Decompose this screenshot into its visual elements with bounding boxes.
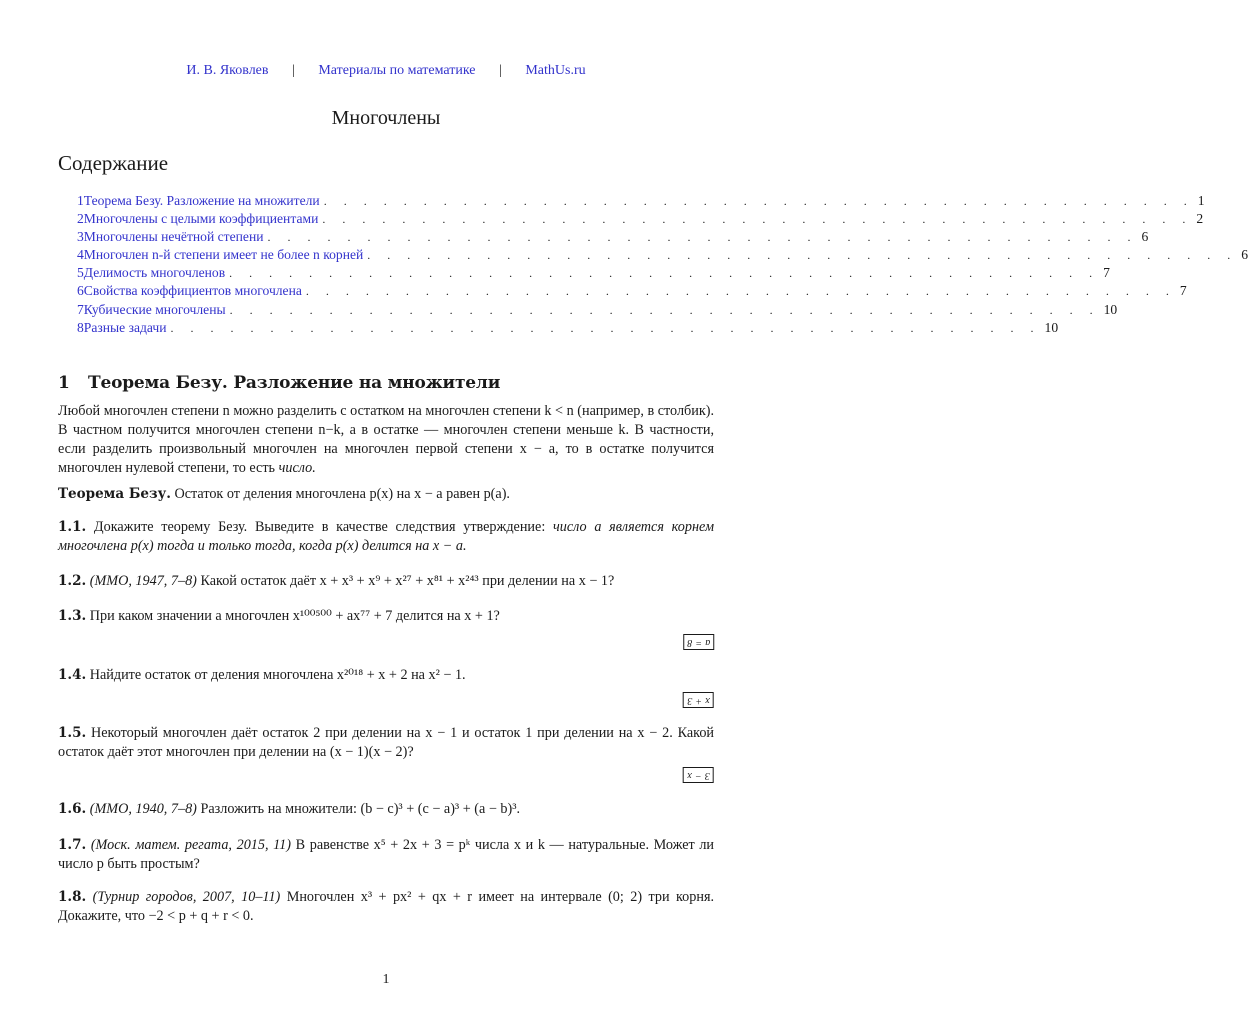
problem-text: Какой остаток даёт x + x³ + x⁹ + x²⁷ + x⁸¹ + x²⁴³ при делении на x − 1?: [200, 573, 615, 589]
toc-leader-dots: . . . . . . . . . . . . . . . . . . . . . . . . . . . . . . . . . . . . . . . . . . . .: [229, 302, 1100, 317]
problem-source: (Моск. матем. регата, 2015, 11): [90, 837, 292, 853]
toc-leader-dots: . . . . . . . . . . . . . . . . . . . . . . . . . . . . . . . . . . . . . . . . . . . .: [323, 194, 1194, 208]
problem-id: 1.8.: [58, 889, 87, 905]
answer-box: a = 8: [683, 634, 714, 650]
toc-leader-dots: . . . . . . . . . . . . . . . . . . . . . . . . . . . . . . . . . . . . . . . . . . . .: [305, 284, 1176, 299]
toc-page-number: 1: [1197, 193, 1205, 208]
problem-1-5: [58, 724, 714, 762]
document-title: Многочлены: [331, 107, 441, 129]
table-of-contents: [58, 192, 1248, 337]
problem-id: 1.6.: [58, 801, 87, 817]
section-heading: [58, 373, 500, 393]
materials-link[interactable]: Материалы по математике: [318, 63, 476, 78]
problem-source: (ММО, 1940, 7–8): [89, 801, 197, 817]
header-separator: |: [292, 63, 295, 78]
toc-link[interactable]: Многочлены нечётной степени: [83, 229, 264, 245]
toc-page-number: 10: [1044, 319, 1059, 335]
problem-text: При каком значении a многочлен x¹⁰⁰⁵⁰⁰ + ax⁷⁷ + 7 делится на x + 1?: [89, 608, 500, 624]
toc-leader-dots: . . . . . . . . . . . . . . . . . . . . . . . . . . . . . . . . . . . . . . . . . . . .: [229, 266, 1100, 281]
toc-link[interactable]: Разные задачи: [83, 319, 167, 335]
problem-id: 1.2.: [58, 573, 87, 589]
problem-1-1: [58, 518, 714, 556]
page-number: 1: [382, 972, 390, 987]
header: [58, 63, 714, 79]
intro-italic: число.: [278, 460, 316, 476]
problem-1-7: [58, 836, 714, 874]
problem-text: Докажите теорему Безу. Выведите в качестве следствия утверждение:: [93, 519, 546, 535]
problem-id: 1.5.: [58, 725, 87, 741]
toc-number: 4: [77, 247, 84, 263]
toc-link[interactable]: Многочлены с целыми коэффициентами: [83, 211, 319, 227]
toc-number: 5: [77, 265, 84, 281]
problem-text: Найдите остаток от деления многочлена x²⁰¹⁸ + x + 2 на x² − 1.: [89, 667, 466, 683]
problem-id: 1.4.: [58, 667, 87, 683]
problem-id: 1.7.: [58, 837, 87, 853]
toc-leader-dots: . . . . . . . . . . . . . . . . . . . . . . . . . . . . . . . . . . . . . . . . . . . .: [367, 248, 1238, 263]
problem-source: (ММО, 1947, 7–8): [89, 573, 197, 589]
toc-leader-dots: . . . . . . . . . . . . . . . . . . . . . . . . . . . . . . . . . . . . . . . . . . . .: [170, 320, 1041, 335]
section-title: Теорема Безу. Разложение на множители: [88, 373, 501, 393]
toc-link[interactable]: Делимость многочленов: [83, 265, 226, 281]
toc-link[interactable]: Теорема Безу. Разложение на множители: [83, 193, 320, 208]
toc-row[interactable]: [58, 319, 1059, 337]
toc-row[interactable]: [58, 301, 1118, 319]
header-separator: |: [499, 63, 502, 78]
author-link[interactable]: И. В. Яковлев: [186, 63, 269, 78]
problem-1-2: [58, 572, 714, 591]
problem-source: (Турнир городов, 2007, 10–11): [92, 889, 281, 905]
toc-page-number: 7: [1103, 265, 1110, 281]
site-link[interactable]: MathUs.ru: [525, 63, 586, 78]
section-number: 1: [58, 373, 70, 393]
intro-text: Любой многочлен степени n можно разделить с остатком на многочлен степени k < n (например, в столбик). В частном получится многочлен степени n−k, а в остатке — многочлен степени меньше k. В частности, если разделить произвольный многочлен на многочлен первой степени x − a, то в остатке получится многочлен нулевой степени, то есть: [58, 403, 714, 476]
toc-number: 8: [77, 319, 84, 335]
toc-leader-dots: . . . . . . . . . . . . . . . . . . . . . . . . . . . . . . . . . . . . . . . . . . . .: [267, 230, 1138, 245]
toc-row[interactable]: [58, 264, 1110, 282]
toc-page-number: 6: [1141, 229, 1149, 245]
answer-box: x + 3: [683, 692, 714, 708]
theorem: [58, 485, 714, 504]
problem-1-6: [58, 800, 714, 819]
toc-link[interactable]: Свойства коэффициентов многочлена: [83, 283, 302, 299]
toc-number: 6: [77, 283, 84, 299]
toc-leader-dots: . . . . . . . . . . . . . . . . . . . . . . . . . . . . . . . . . . . . . . . . . . . .: [322, 212, 1193, 227]
problem-text: Разложить на множители: (b − c)³ + (c − a)³ + (a − b)³.: [200, 801, 520, 817]
toc-page-number: 2: [1196, 211, 1204, 227]
toc-number: 1: [77, 193, 84, 208]
toc-row[interactable]: [58, 228, 1149, 246]
toc-link[interactable]: Многочлен n-й степени имеет не более n корней: [83, 247, 364, 263]
toc-number: 3: [77, 229, 84, 245]
contents-heading: Содержание: [58, 151, 169, 175]
problem-id: 1.1.: [58, 519, 87, 535]
theorem-text: Остаток от деления многочлена p(x) на x − a равен p(a).: [174, 486, 510, 502]
toc-number: 2: [77, 211, 84, 227]
toc-page-number: 7: [1179, 283, 1187, 299]
section-intro: [58, 402, 714, 478]
toc-row[interactable]: [58, 246, 1248, 264]
answer-box: 3 − x: [683, 767, 714, 783]
problem-1-4: [58, 666, 714, 685]
problem-1-8: [58, 888, 714, 926]
toc-link[interactable]: Кубические многочлены: [83, 301, 226, 317]
problem-1-3: [58, 607, 714, 626]
toc-row[interactable]: [58, 192, 1205, 210]
problem-italic: число a является корнем многочлена p(x) тогда и только тогда, когда p(x) делится на x − a.: [58, 519, 714, 554]
toc-row[interactable]: [58, 210, 1204, 228]
toc-number: 7: [77, 301, 84, 317]
theorem-label: Теорема Безу.: [58, 486, 171, 502]
problem-id: 1.3.: [58, 608, 87, 624]
problem-text: Многочлен x³ + px² + qx + r имеет на интервале (0; 2) три корня. Докажите, что −2 < p + q + r < 0.: [58, 889, 715, 924]
toc-page-number: 10: [1103, 301, 1118, 317]
problem-text: Некоторый многочлен даёт остаток 2 при делении на x − 1 и остаток 1 при делении на x − 2. Какой остаток даёт этот многочлен при делении на (x − 1)(x − 2)?: [58, 725, 715, 760]
toc-row[interactable]: [58, 282, 1187, 300]
toc-page-number: 6: [1241, 247, 1248, 263]
problem-text: В равенстве x⁵ + 2x + 3 = pᵏ числа x и k — натуральные. Может ли число p быть простым?: [58, 837, 715, 872]
